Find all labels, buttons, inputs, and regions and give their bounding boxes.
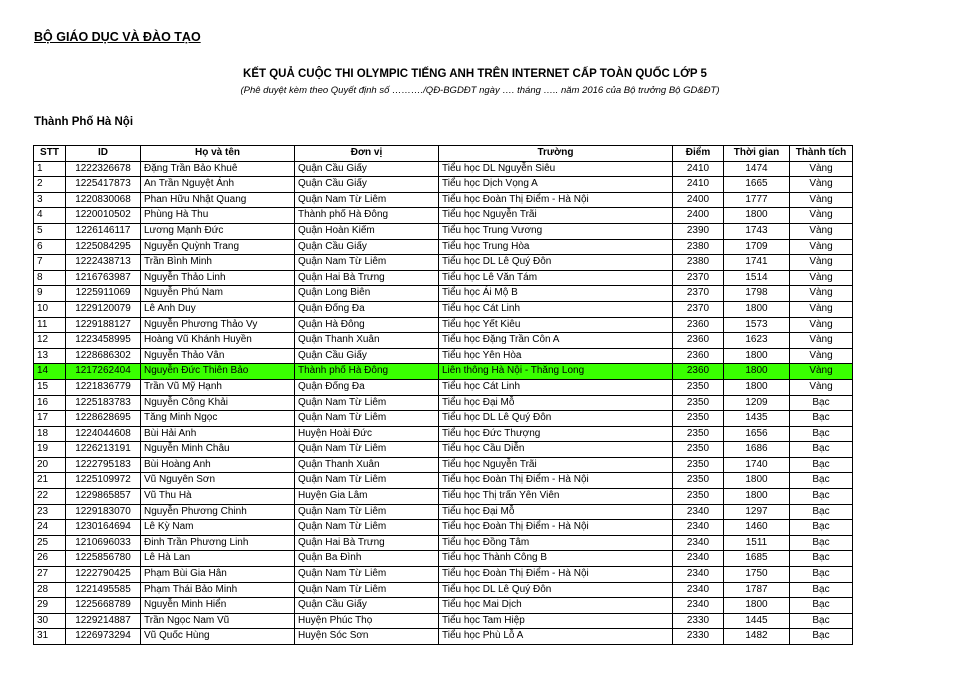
cell-unit: Huyện Gia Lâm <box>295 489 439 505</box>
cell-time: 1800 <box>724 598 790 614</box>
cell-unit: Quận Cầu Giấy <box>295 177 439 193</box>
cell-award: Vàng <box>790 286 853 302</box>
cell-id: 1221495585 <box>66 582 141 598</box>
cell-id: 1225856780 <box>66 551 141 567</box>
cell-time: 1741 <box>724 255 790 271</box>
cell-score: 2350 <box>673 442 724 458</box>
cell-school: Tiểu học Trung Vương <box>439 223 673 239</box>
cell-id: 1221836779 <box>66 379 141 395</box>
cell-award: Vàng <box>790 192 853 208</box>
document-title <box>0 68 960 80</box>
cell-unit: Thành phố Hà Đông <box>295 208 439 224</box>
cell-unit: Quận Cầu Giấy <box>295 348 439 364</box>
cell-school: Tiểu học DL Lê Quý Đôn <box>439 582 673 598</box>
cell-time: 1656 <box>724 426 790 442</box>
cell-unit: Quận Cầu Giấy <box>295 161 439 177</box>
cell-score: 2340 <box>673 520 724 536</box>
cell-school: Tiểu học DL Lê Quý Đôn <box>439 255 673 271</box>
cell-school: Tiểu học Dịch Vọng A <box>439 177 673 193</box>
cell-score: 2360 <box>673 364 724 380</box>
cell-id: 1220830068 <box>66 192 141 208</box>
table-row <box>34 317 853 333</box>
cell-unit: Quận Nam Từ Liêm <box>295 567 439 583</box>
cell-stt: 8 <box>34 270 66 286</box>
cell-score: 2350 <box>673 457 724 473</box>
table-row <box>34 301 853 317</box>
cell-award: Vàng <box>790 379 853 395</box>
cell-score: 2370 <box>673 286 724 302</box>
cell-stt: 9 <box>34 286 66 302</box>
cell-school: Tiểu học Nguyễn Trãi <box>439 457 673 473</box>
cell-school: Tiểu học Cầu Diễn <box>439 442 673 458</box>
cell-unit: Quận Nam Từ Liêm <box>295 192 439 208</box>
cell-score: 2330 <box>673 629 724 645</box>
column-header-stt: STT <box>34 146 66 162</box>
table-row <box>34 286 853 302</box>
table-row <box>34 489 853 505</box>
cell-time: 1750 <box>724 567 790 583</box>
cell-stt: 22 <box>34 489 66 505</box>
cell-id: 1222326678 <box>66 161 141 177</box>
cell-time: 1573 <box>724 317 790 333</box>
cell-score: 2340 <box>673 551 724 567</box>
cell-name: Lê Anh Duy <box>141 301 295 317</box>
table-header-row <box>34 146 853 162</box>
cell-score: 2350 <box>673 411 724 427</box>
cell-id: 1222438713 <box>66 255 141 271</box>
cell-score: 2370 <box>673 301 724 317</box>
cell-name: Nguyễn Đức Thiên Bảo <box>141 364 295 380</box>
cell-unit: Quận Nam Từ Liêm <box>295 582 439 598</box>
cell-unit: Quận Nam Từ Liêm <box>295 395 439 411</box>
cell-stt: 27 <box>34 567 66 583</box>
cell-unit: Quận Hai Bà Trưng <box>295 270 439 286</box>
cell-time: 1435 <box>724 411 790 427</box>
cell-score: 2360 <box>673 317 724 333</box>
cell-id: 1217262404 <box>66 364 141 380</box>
cell-score: 2340 <box>673 567 724 583</box>
cell-stt: 18 <box>34 426 66 442</box>
cell-stt: 15 <box>34 379 66 395</box>
cell-unit: Quận Thanh Xuân <box>295 457 439 473</box>
table-row <box>34 177 853 193</box>
cell-score: 2340 <box>673 504 724 520</box>
cell-stt: 25 <box>34 535 66 551</box>
table-row <box>34 504 853 520</box>
column-header-school: Trường <box>439 146 673 162</box>
document-subtitle: (Phê duyệt kèm theo Quyết định số ………./QĐ-BGDĐT ngày …. tháng ….. năm 2016 của Bộ trưởng Bộ GD&ĐT) <box>240 85 720 96</box>
table-row <box>34 208 853 224</box>
cell-name: Đặng Trần Bảo Khuê <box>141 161 295 177</box>
cell-name: Phạm Thái Bảo Minh <box>141 582 295 598</box>
cell-id: 1222795183 <box>66 457 141 473</box>
cell-name: Bùi Hải Anh <box>141 426 295 442</box>
cell-stt: 13 <box>34 348 66 364</box>
cell-score: 2340 <box>673 598 724 614</box>
cell-name: Nguyễn Phương Chinh <box>141 504 295 520</box>
table-row <box>34 551 853 567</box>
city-heading: Thành Phố Hà Nội <box>34 116 134 128</box>
cell-award: Bạc <box>790 535 853 551</box>
cell-award: Bạc <box>790 489 853 505</box>
cell-time: 1798 <box>724 286 790 302</box>
cell-name: Lê Hà Lan <box>141 551 295 567</box>
cell-score: 2330 <box>673 613 724 629</box>
cell-name: Phan Hữu Nhật Quang <box>141 192 295 208</box>
cell-stt: 20 <box>34 457 66 473</box>
cell-name: Vũ Quốc Hùng <box>141 629 295 645</box>
cell-award: Vàng <box>790 208 853 224</box>
organization-heading: BỘ GIÁO DỤC VÀ ĐÀO TẠO <box>34 30 201 44</box>
cell-id: 1229188127 <box>66 317 141 333</box>
cell-id: 1216763987 <box>66 270 141 286</box>
cell-score: 2340 <box>673 535 724 551</box>
table-row <box>34 364 853 380</box>
cell-school: Tiểu học DL Lê Quý Đôn <box>439 411 673 427</box>
cell-school: Liên thông Hà Nội - Thăng Long <box>439 364 673 380</box>
cell-school: Tiểu học Tam Hiệp <box>439 613 673 629</box>
cell-unit: Quận Nam Từ Liêm <box>295 255 439 271</box>
cell-score: 2350 <box>673 395 724 411</box>
cell-school: Tiểu học Đồng Tâm <box>439 535 673 551</box>
cell-time: 1777 <box>724 192 790 208</box>
cell-award: Vàng <box>790 255 853 271</box>
cell-stt: 31 <box>34 629 66 645</box>
cell-name: Nguyễn Quỳnh Trang <box>141 239 295 255</box>
cell-school: Tiểu học Đoàn Thị Điểm - Hà Nội <box>439 192 673 208</box>
cell-id: 1223458995 <box>66 333 141 349</box>
cell-unit: Quận Cầu Giấy <box>295 239 439 255</box>
cell-score: 2410 <box>673 161 724 177</box>
cell-stt: 28 <box>34 582 66 598</box>
cell-unit: Huyện Phúc Thọ <box>295 613 439 629</box>
cell-score: 2360 <box>673 333 724 349</box>
cell-award: Bạc <box>790 567 853 583</box>
cell-name: Phạm Bùi Gia Hân <box>141 567 295 583</box>
cell-award: Bạc <box>790 504 853 520</box>
cell-stt: 11 <box>34 317 66 333</box>
cell-time: 1482 <box>724 629 790 645</box>
cell-id: 1226146117 <box>66 223 141 239</box>
cell-time: 1514 <box>724 270 790 286</box>
cell-award: Bạc <box>790 457 853 473</box>
cell-score: 2370 <box>673 270 724 286</box>
cell-name: Trần Bình Minh <box>141 255 295 271</box>
cell-award: Bạc <box>790 613 853 629</box>
cell-stt: 2 <box>34 177 66 193</box>
cell-score: 2400 <box>673 208 724 224</box>
cell-award: Bạc <box>790 629 853 645</box>
column-header-score: Điểm <box>673 146 724 162</box>
cell-time: 1800 <box>724 208 790 224</box>
column-header-id: ID <box>66 146 141 162</box>
cell-name: Trần Ngọc Nam Vũ <box>141 613 295 629</box>
column-header-award: Thành tích <box>790 146 853 162</box>
cell-school: Tiểu học Nguyễn Trãi <box>439 208 673 224</box>
cell-stt: 23 <box>34 504 66 520</box>
cell-school: Tiểu học Ái Mộ B <box>439 286 673 302</box>
cell-unit: Quận Đống Đa <box>295 301 439 317</box>
table-row <box>34 239 853 255</box>
cell-name: Nguyễn Phương Thảo Vy <box>141 317 295 333</box>
column-header-name: Họ và tên <box>141 146 295 162</box>
cell-stt: 16 <box>34 395 66 411</box>
cell-id: 1228686302 <box>66 348 141 364</box>
cell-school: Tiểu học Yết Kiêu <box>439 317 673 333</box>
results-table <box>33 145 853 645</box>
cell-time: 1743 <box>724 223 790 239</box>
cell-name: Tăng Minh Ngọc <box>141 411 295 427</box>
document-title-text: KẾT QUẢ CUỘC THI OLYMPIC TIẾNG ANH TRÊN INTERNET CẤP TOÀN QUỐC LỚP 5 <box>243 68 707 80</box>
table-row <box>34 567 853 583</box>
cell-name: Nguyễn Minh Châu <box>141 442 295 458</box>
cell-award: Bạc <box>790 442 853 458</box>
cell-school: Tiểu học Phù Lỗ A <box>439 629 673 645</box>
cell-stt: 12 <box>34 333 66 349</box>
table-row <box>34 395 853 411</box>
cell-name: Nguyễn Minh Hiển <box>141 598 295 614</box>
table-row <box>34 333 853 349</box>
cell-score: 2350 <box>673 473 724 489</box>
cell-id: 1220010502 <box>66 208 141 224</box>
cell-school: Tiểu học Trung Hòa <box>439 239 673 255</box>
cell-id: 1229865857 <box>66 489 141 505</box>
cell-school: Tiểu học Thị trấn Yên Viên <box>439 489 673 505</box>
cell-stt: 1 <box>34 161 66 177</box>
cell-unit: Quận Hai Bà Trưng <box>295 535 439 551</box>
cell-name: Trần Vũ Mỹ Hạnh <box>141 379 295 395</box>
cell-id: 1222790425 <box>66 567 141 583</box>
cell-award: Vàng <box>790 177 853 193</box>
cell-school: Tiểu học Cát Linh <box>439 301 673 317</box>
cell-time: 1623 <box>724 333 790 349</box>
cell-name: Nguyễn Thảo Linh <box>141 270 295 286</box>
cell-award: Bạc <box>790 551 853 567</box>
cell-id: 1225183783 <box>66 395 141 411</box>
cell-school: Tiểu học Đoàn Thị Điểm - Hà Nội <box>439 473 673 489</box>
cell-school: Tiểu học Đại Mỗ <box>439 504 673 520</box>
cell-id: 1229120079 <box>66 301 141 317</box>
cell-id: 1225911069 <box>66 286 141 302</box>
cell-time: 1787 <box>724 582 790 598</box>
cell-unit: Quận Hoàn Kiếm <box>295 223 439 239</box>
cell-award: Bạc <box>790 582 853 598</box>
table-row <box>34 473 853 489</box>
cell-id: 1225109972 <box>66 473 141 489</box>
column-header-time: Thời gian <box>724 146 790 162</box>
cell-stt: 4 <box>34 208 66 224</box>
cell-award: Bạc <box>790 411 853 427</box>
cell-award: Vàng <box>790 239 853 255</box>
table-row <box>34 192 853 208</box>
table-row <box>34 598 853 614</box>
cell-unit: Quận Đống Đa <box>295 379 439 395</box>
cell-time: 1800 <box>724 348 790 364</box>
cell-score: 2380 <box>673 239 724 255</box>
cell-name: Nguyễn Phú Nam <box>141 286 295 302</box>
cell-stt: 19 <box>34 442 66 458</box>
cell-time: 1209 <box>724 395 790 411</box>
table-body <box>34 161 853 644</box>
table-row <box>34 535 853 551</box>
table-row <box>34 582 853 598</box>
cell-school: Tiểu học Thành Công B <box>439 551 673 567</box>
cell-time: 1474 <box>724 161 790 177</box>
cell-award: Bạc <box>790 598 853 614</box>
cell-school: Tiểu học Đại Mỗ <box>439 395 673 411</box>
cell-school: Tiểu học DL Nguyễn Siêu <box>439 161 673 177</box>
cell-award: Vàng <box>790 348 853 364</box>
cell-name: Vũ Thu Hà <box>141 489 295 505</box>
cell-unit: Huyện Hoài Đức <box>295 426 439 442</box>
table-row <box>34 629 853 645</box>
cell-unit: Quận Cầu Giấy <box>295 598 439 614</box>
cell-time: 1800 <box>724 473 790 489</box>
cell-id: 1225417873 <box>66 177 141 193</box>
cell-time: 1740 <box>724 457 790 473</box>
table-row <box>34 442 853 458</box>
cell-id: 1224044608 <box>66 426 141 442</box>
table-row <box>34 379 853 395</box>
cell-name: Bùi Hoàng Anh <box>141 457 295 473</box>
column-header-unit: Đơn vị <box>295 146 439 162</box>
cell-id: 1226213191 <box>66 442 141 458</box>
cell-stt: 7 <box>34 255 66 271</box>
cell-school: Tiểu học Đoàn Thị Điểm - Hà Nội <box>439 520 673 536</box>
cell-school: Tiểu học Đoàn Thị Điểm - Hà Nội <box>439 567 673 583</box>
cell-name: Đinh Trần Phương Linh <box>141 535 295 551</box>
cell-name: Nguyễn Thảo Vân <box>141 348 295 364</box>
cell-stt: 10 <box>34 301 66 317</box>
cell-stt: 21 <box>34 473 66 489</box>
cell-id: 1228628695 <box>66 411 141 427</box>
cell-school: Tiểu học Cát Linh <box>439 379 673 395</box>
cell-score: 2410 <box>673 177 724 193</box>
cell-time: 1800 <box>724 364 790 380</box>
cell-unit: Quận Long Biên <box>295 286 439 302</box>
cell-name: Lương Mạnh Đức <box>141 223 295 239</box>
cell-name: Phùng Hà Thu <box>141 208 295 224</box>
cell-stt: 26 <box>34 551 66 567</box>
cell-name: Nguyễn Công Khải <box>141 395 295 411</box>
cell-stt: 24 <box>34 520 66 536</box>
cell-school: Tiểu học Mai Dịch <box>439 598 673 614</box>
cell-time: 1297 <box>724 504 790 520</box>
cell-score: 2380 <box>673 255 724 271</box>
cell-score: 2390 <box>673 223 724 239</box>
cell-award: Vàng <box>790 364 853 380</box>
cell-school: Tiểu học Đặng Trần Côn A <box>439 333 673 349</box>
cell-id: 1230164694 <box>66 520 141 536</box>
cell-award: Bạc <box>790 426 853 442</box>
cell-award: Vàng <box>790 161 853 177</box>
cell-time: 1685 <box>724 551 790 567</box>
cell-score: 2400 <box>673 192 724 208</box>
cell-award: Vàng <box>790 317 853 333</box>
cell-time: 1686 <box>724 442 790 458</box>
cell-unit: Quận Hà Đông <box>295 317 439 333</box>
cell-score: 2350 <box>673 426 724 442</box>
cell-score: 2340 <box>673 582 724 598</box>
cell-id: 1225668789 <box>66 598 141 614</box>
table-row <box>34 457 853 473</box>
cell-unit: Quận Nam Từ Liêm <box>295 504 439 520</box>
cell-unit: Quận Nam Từ Liêm <box>295 442 439 458</box>
cell-name: An Trần Nguyệt Ánh <box>141 177 295 193</box>
table-row <box>34 520 853 536</box>
cell-time: 1460 <box>724 520 790 536</box>
cell-id: 1210696033 <box>66 535 141 551</box>
cell-school: Tiểu học Lê Văn Tám <box>439 270 673 286</box>
cell-award: Bạc <box>790 395 853 411</box>
cell-award: Vàng <box>790 333 853 349</box>
cell-school: Tiểu học Yên Hòa <box>439 348 673 364</box>
cell-time: 1665 <box>724 177 790 193</box>
cell-score: 2360 <box>673 348 724 364</box>
cell-unit: Quận Ba Đình <box>295 551 439 567</box>
cell-time: 1800 <box>724 301 790 317</box>
cell-score: 2350 <box>673 489 724 505</box>
cell-school: Tiểu học Đức Thượng <box>439 426 673 442</box>
cell-award: Vàng <box>790 270 853 286</box>
table-row <box>34 426 853 442</box>
cell-award: Vàng <box>790 301 853 317</box>
cell-stt: 30 <box>34 613 66 629</box>
cell-name: Lê Kỳ Nam <box>141 520 295 536</box>
cell-stt: 3 <box>34 192 66 208</box>
cell-stt: 17 <box>34 411 66 427</box>
table-row <box>34 270 853 286</box>
cell-name: Vũ Nguyên Sơn <box>141 473 295 489</box>
cell-stt: 5 <box>34 223 66 239</box>
cell-unit: Quận Thanh Xuân <box>295 333 439 349</box>
cell-id: 1229214887 <box>66 613 141 629</box>
table-row <box>34 223 853 239</box>
cell-unit: Huyện Sóc Sơn <box>295 629 439 645</box>
cell-unit: Quận Nam Từ Liêm <box>295 520 439 536</box>
cell-unit: Quận Nam Từ Liêm <box>295 473 439 489</box>
cell-time: 1445 <box>724 613 790 629</box>
cell-name: Hoàng Vũ Khánh Huyền <box>141 333 295 349</box>
table-row <box>34 613 853 629</box>
cell-time: 1800 <box>724 379 790 395</box>
table-row <box>34 161 853 177</box>
cell-time: 1800 <box>724 489 790 505</box>
cell-award: Bạc <box>790 473 853 489</box>
table-row <box>34 411 853 427</box>
cell-time: 1511 <box>724 535 790 551</box>
cell-stt: 29 <box>34 598 66 614</box>
table-row <box>34 255 853 271</box>
cell-unit: Quận Nam Từ Liêm <box>295 411 439 427</box>
cell-award: Vàng <box>790 223 853 239</box>
cell-id: 1226973294 <box>66 629 141 645</box>
cell-stt: 6 <box>34 239 66 255</box>
cell-stt: 14 <box>34 364 66 380</box>
cell-award: Bạc <box>790 520 853 536</box>
cell-id: 1229183070 <box>66 504 141 520</box>
cell-id: 1225084295 <box>66 239 141 255</box>
cell-score: 2350 <box>673 379 724 395</box>
cell-time: 1709 <box>724 239 790 255</box>
cell-unit: Thành phố Hà Đông <box>295 364 439 380</box>
table-row <box>34 348 853 364</box>
